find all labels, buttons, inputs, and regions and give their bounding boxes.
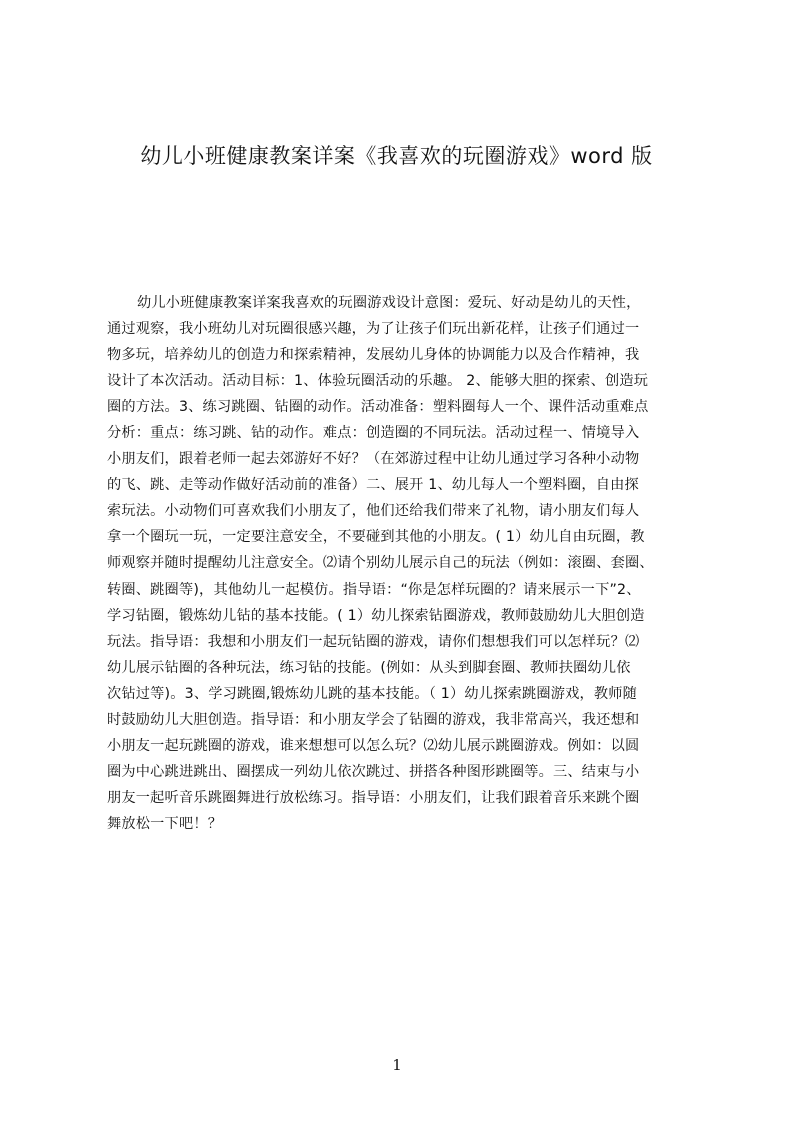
body-line: 物多玩，培养幼儿的创造力和探索精神，发展幼儿身体的协调能力以及合作精神，我 xyxy=(107,347,640,364)
body-line: 拿一个圈玩一玩，一定要注意安全，不要碰到其他的小朋友。( 1）幼儿自由玩圈，教 xyxy=(107,529,645,546)
document-title: 幼儿小班健康教案详案《我喜欢的玩圈游戏》word 版 xyxy=(140,144,653,168)
body-line: 朋友一起听音乐跳圈舞进行放松练习。指导语：小朋友们，让我们跟着音乐来跳个圈 xyxy=(107,789,640,806)
body-line: 玩法。指导语：我想和小朋友们一起玩钻圈的游戏，请你们想想我们可以怎样玩？⑵ xyxy=(107,633,640,650)
body-line: 学习钻圈，锻炼幼儿钻的基本技能。( 1）幼儿探索钻圈游戏，教师鼓励幼儿大胆创造 xyxy=(107,607,645,624)
body-line: 转圈、跳圈等)，其他幼儿一起模仿。指导语：“你是怎样玩圈的？请来展示一下”2、 xyxy=(107,581,641,598)
body-line: 圈为中心跳进跳出、圈摆成一列幼儿依次跳过、拼搭各种图形跳圈等。三、结束与小 xyxy=(107,763,640,780)
body-line: 舞放松一下吧！？ xyxy=(107,815,223,832)
body-line: 索玩法。小动物们可喜欢我们小朋友了，他们还给我们带来了礼物，请小朋友们每人 xyxy=(107,503,640,520)
document-body xyxy=(107,290,697,850)
body-line: 小朋友一起玩跳圈的游戏，谁来想想可以怎么玩？⑵幼儿展示跳圈游戏。例如：以圆 xyxy=(107,737,640,754)
body-line: 的飞、跳、走等动作做好活动前的准备）二、展开 1、幼儿每人一个塑料圈，自由探 xyxy=(107,477,639,494)
body-line: 师观察并随时提醒幼儿注意安全。⑵请个别幼儿展示自己的玩法（例如：滚圈、套圈、 xyxy=(107,555,654,572)
body-line: 设计了本次活动。活动目标：1、体验玩圈活动的乐趣。 2、能够大胆的探索、创造玩 xyxy=(107,373,649,390)
page-number: 1 xyxy=(392,1056,402,1074)
body-line: 圈的方法。3、练习跳圈、钻圈的动作。活动准备：塑料圈每人一个、课件活动重难点 xyxy=(107,399,649,416)
body-line: 时鼓励幼儿大胆创造。指导语：和小朋友学会了钻圈的游戏，我非常高兴，我还想和 xyxy=(107,711,640,728)
body-line: 分析：重点：练习跳、钻的动作。难点：创造圈的不同玩法。活动过程一、情境导入 xyxy=(107,425,640,442)
body-line: 通过观察，我小班幼儿对玩圈很感兴趣，为了让孩子们玩出新花样，让孩子们通过一 xyxy=(107,321,640,338)
body-line: 次钻过等)。3、学习跳圈,锻炼幼儿跳的基本技能。（ 1）幼儿探索跳圈游戏，教师随 xyxy=(107,685,638,702)
body-line: 小朋友们，跟着老师一起去郊游好不好？（在郊游过程中让幼儿通过学习各种小动物 xyxy=(107,451,640,468)
body-line: 幼儿小班健康教案详案我喜欢的玩圈游戏设计意图：爱玩、好动是幼儿的天性， xyxy=(137,295,641,311)
body-line: 幼儿展示钻圈的各种玩法，练习钻的技能。(例如：从头到脚套圈、教师扶圈幼儿依 xyxy=(107,659,631,676)
